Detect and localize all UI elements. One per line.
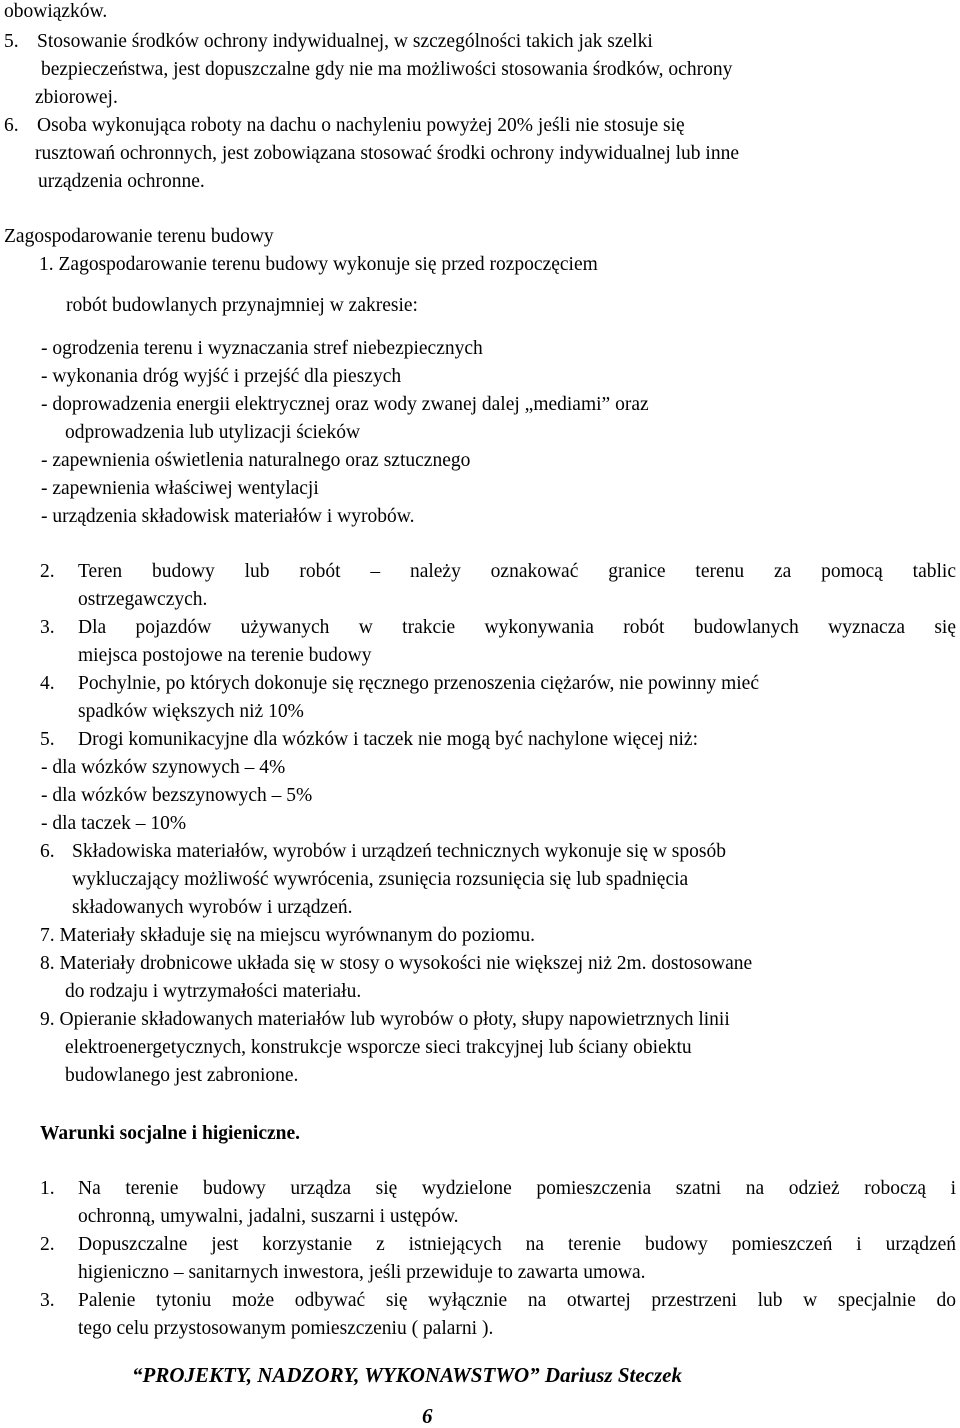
list-number: 5. bbox=[40, 729, 55, 750]
paragraph-text: robót budowlanych przynajmniej w zakresie: bbox=[66, 295, 418, 316]
list-item: - dla wózków szynowych – 4% bbox=[41, 757, 286, 778]
list-item-text: ostrzegawczych. bbox=[78, 589, 208, 610]
list-item-text: miejsca postojowe na terenie budowy bbox=[78, 645, 372, 666]
list-item: - urządzenia składowisk materiałów i wyrobów. bbox=[41, 506, 415, 527]
list-number: 5. bbox=[4, 31, 19, 52]
section-heading: Warunki socjalne i higieniczne. bbox=[40, 1123, 301, 1144]
list-item-text: Drogi komunikacyjne dla wózków i taczek nie mogą być nachylone więcej niż: bbox=[78, 729, 698, 750]
list-item: - dla taczek – 10% bbox=[41, 813, 187, 834]
list-item-text: Osoba wykonująca roboty na dachu o nachyleniu powyżej 20% jeśli nie stosuje się bbox=[37, 115, 685, 136]
list-item-text: 9. Opieranie składowanych materiałów lub wyrobów o płoty, słupy napowietrznych linii bbox=[40, 1009, 730, 1030]
list-item-text: ochronną, umywalni, jadalni, suszarni i ustępów. bbox=[78, 1206, 459, 1227]
list-item-text: bezpieczeństwa, jest dopuszczalne gdy nie ma możliwości stosowania środków, ochrony bbox=[41, 59, 733, 80]
list-number: 3. bbox=[40, 1290, 55, 1311]
list-item-text: Na terenie budowy urządza się wydzielone pomieszczenia szatni na odzież roboczą i bbox=[78, 1178, 956, 1199]
list-number: 2. bbox=[40, 561, 55, 582]
list-item-text: do rodzaju i wytrzymałości materiału. bbox=[65, 981, 362, 1002]
list-item: - zapewnienia właściwej wentylacji bbox=[41, 478, 319, 499]
list-item-text: 8. Materiały drobnicowe układa się w stosy o wysokości nie większej niż 2m. dostosowane bbox=[40, 953, 753, 974]
list-item: odprowadzenia lub utylizacji ścieków bbox=[65, 422, 361, 443]
list-item-text: urządzenia ochronne. bbox=[38, 171, 205, 192]
list-number: 3. bbox=[40, 617, 55, 638]
list-item: - wykonania dróg wyjść i przejść dla pieszych bbox=[41, 366, 402, 387]
list-item-text: Dopuszczalne jest korzystanie z istniejących na terenie budowy pomieszczeń i urządzeń bbox=[78, 1234, 956, 1255]
list-item-text: spadków większych niż 10% bbox=[78, 701, 304, 722]
footer-open-quote: “ bbox=[132, 1363, 143, 1387]
list-item-text: higieniczno – sanitarnych inwestora, jeśli przewiduje to zawarta umowa. bbox=[78, 1262, 646, 1283]
list-item-text: Pochylnie, po których dokonuje się ręcznego przenoszenia ciężarów, nie powinny mieć bbox=[78, 673, 759, 694]
list-item-text: składowanych wyrobów i urządzeń. bbox=[72, 897, 353, 918]
continuation-text: obowiązków. bbox=[4, 1, 108, 22]
section-heading: Zagospodarowanie terenu budowy bbox=[4, 226, 274, 247]
list-item-text: wykluczający możliwość wywrócenia, zsunięcia rozsunięcia się lub spadnięcia bbox=[72, 869, 689, 890]
list-item-text: Dla pojazdów używanych w trakcie wykonywania robót budowlanych wyznacza się bbox=[78, 617, 956, 638]
list-number: 6. bbox=[4, 115, 19, 136]
list-item-text: rusztowań ochronnych, jest zobowiązana stosować środki ochrony indywidualnej lub inne bbox=[35, 143, 739, 164]
list-item-text: 7. Materiały składuje się na miejscu wyrównanym do poziomu. bbox=[40, 925, 535, 946]
list-item-text: tego celu przystosowanym pomieszczeniu ( palarni ). bbox=[78, 1318, 494, 1339]
list-number: 4. bbox=[40, 673, 55, 694]
list-item-text: Stosowanie środków ochrony indywidualnej, w szczególności takich jak szelki bbox=[37, 31, 653, 52]
list-item-text: Palenie tytoniu może odbywać się wyłącznie na otwartej przestrzeni lub w specjalnie do bbox=[78, 1290, 956, 1311]
paragraph-text: 1. Zagospodarowanie terenu budowy wykonuje się przed rozpoczęciem bbox=[39, 254, 598, 275]
footer-company-text: PROJEKTY, NADZORY, WYKONAWSTWO” Dariusz Steczek bbox=[142, 1363, 682, 1387]
list-item: - doprowadzenia energii elektrycznej oraz wody zwanej dalej „mediami” oraz bbox=[41, 394, 649, 415]
list-item: - dla wózków bezszynowych – 5% bbox=[41, 785, 313, 806]
list-item-text: Składowiska materiałów, wyrobów i urządzeń technicznych wykonuje się w sposób bbox=[72, 841, 726, 862]
list-number: 1. bbox=[40, 1178, 55, 1199]
list-item-text: zbiorowej. bbox=[35, 87, 118, 108]
list-number: 6. bbox=[40, 841, 55, 862]
list-item-text: budowlanego jest zabronione. bbox=[65, 1065, 299, 1086]
page-number: 6 bbox=[422, 1404, 433, 1428]
list-item-text: elektroenergetycznych, konstrukcje wsporcze sieci trakcyjnej lub ściany obiektu bbox=[65, 1037, 692, 1058]
footer-company bbox=[132, 1365, 682, 1386]
list-item-text: Teren budowy lub robót – należy oznakować granice terenu za pomocą tablic bbox=[78, 561, 956, 582]
list-item: - ogrodzenia terenu i wyznaczania stref niebezpiecznych bbox=[41, 338, 483, 359]
list-item: - zapewnienia oświetlenia naturalnego oraz sztucznego bbox=[41, 450, 471, 471]
list-number: 2. bbox=[40, 1234, 55, 1255]
